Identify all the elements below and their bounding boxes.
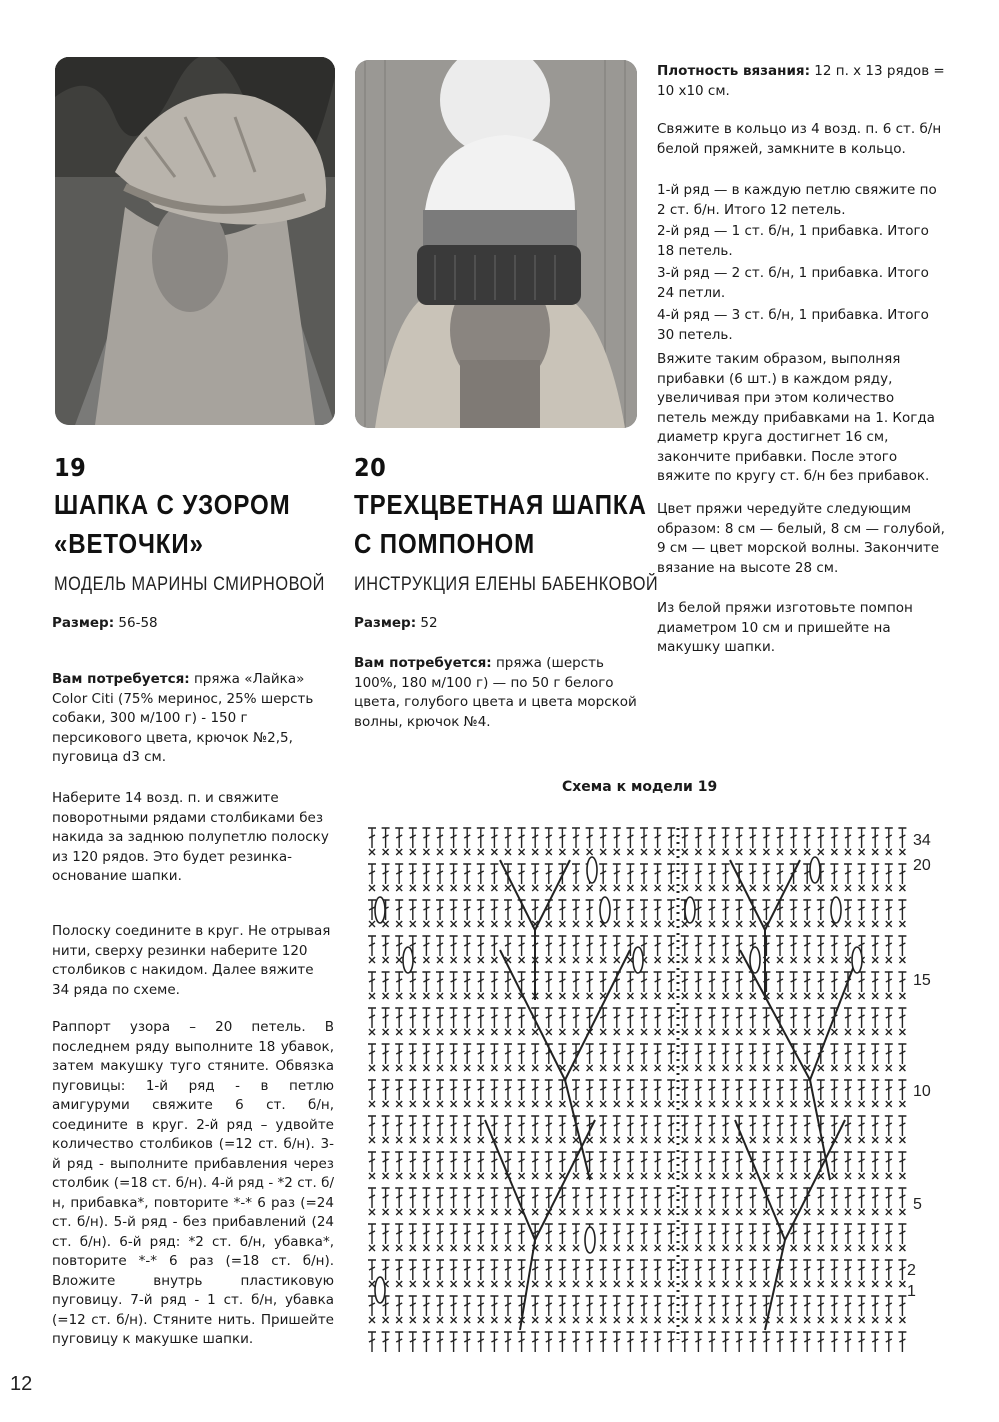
size-label: Размер:: [354, 615, 417, 631]
model-20-title-line1: ТРЕХЦВЕТНАЯ ШАПКА: [354, 489, 647, 520]
model-19-para-3: Раппорт узора – 20 петель. В последнем ряду выполните 18 убавок, затем макушку туго стяните. Обвязка пуговицы: 1-й ряд - в петлю амигуруми свяжите 6 ст. б/н, соедините в круг. 2-й ряд – удвойте количество столбиков (=12 ст. б/н). 3-й ряд - выполните прибавления через столбик (=18 ст. б/н). 4-й ряд - *2 ст. б/н, прибавка*, повторите *-* 6 раз (=24 ст. б/н). 5-й ряд - без прибавлений (24 ст. б/н). 6-й ряд: *2 ст. б/н, убавка*, повторите *-* 6 раз (=18 ст. б/н). Вложите внутрь пластиковую пуговицу. 7-й ряд - 1 ст. б/н, убавка (=12 ст. б/н). Стяните нить. Пришейте пуговицу к макушке шапки.: [52, 1019, 334, 1347]
chart-title: Схема к модели 19: [562, 779, 718, 795]
model-20-title-line2: С ПОМПОНОМ: [354, 528, 536, 559]
right-para-4: Из белой пряжи изготовьте помпон диаметром 10 см и пришейте на макушку шапки.: [657, 600, 913, 655]
size-label: Размер:: [52, 615, 115, 631]
model-20-size: [354, 614, 634, 634]
model-19-para-2: Полоску соедините в круг. Не отрывая нити, сверху резинки наберите 120 столбиков с накидом. Далее вяжите 34 ряда по схеме.: [52, 923, 331, 998]
row-label-10: 10: [913, 1083, 931, 1100]
row-label-1: 1: [907, 1283, 916, 1300]
model-19-para-1: Наберите 14 возд. п. и свяжите поворотными рядами столбиками без накида за заднюю полупетлю полоску из 120 рядов. Это будет резинка-основание шапки.: [52, 790, 329, 884]
model-20-materials: [354, 654, 638, 732]
model-19-materials: [52, 670, 334, 768]
row-label-2: 2: [907, 1262, 916, 1279]
page-number: 12: [10, 1373, 33, 1395]
materials-text: пряжа «Лайка» Color Citi (75% меринос, 25% шерсть собаки, 300 м/100 г) - 150 г персикового цвета, крючок №2,5, пуговица d3 см.: [52, 671, 314, 765]
density-text: 12 п. x 13 рядов = 10 x10 см.: [657, 63, 945, 99]
right-para-3: Цвет пряжи чередуйте следующим образом: 8 см — белый, 8 см — голубой, 9 см — цвет морской волны. Закончите вязание на высоте 28 см.: [657, 501, 945, 576]
model-19-author: МОДЕЛЬ МАРИНЫ СМИРНОВОЙ: [54, 574, 325, 595]
row-label-5: 5: [913, 1196, 922, 1213]
model-19-title-line2: «ВЕТОЧКИ»: [54, 528, 204, 559]
size-value: 52: [416, 615, 438, 631]
right-para-2: Вяжите таким образом, выполняя прибавки (6 шт.) в каждом ряду, увеличивая при этом количество петель между прибавками на 1. Когда диаметр круга достигнет 16 см, закончите прибавки. После этого вяжите по кругу ст. б/н без прибавок.: [657, 351, 935, 484]
model-19-title-line1: ШАПКА С УЗОРОМ: [54, 489, 291, 520]
row-label-34: 34: [913, 832, 931, 849]
density-label: Плотность вязания:: [657, 63, 810, 79]
materials-label: Вам потребуется:: [52, 671, 190, 687]
right-row-2: 2-й ряд — 1 ст. б/н, 1 прибавка. Итого 18 петель.: [657, 223, 929, 259]
crochet-chart: [360, 820, 960, 1360]
materials-label: Вам потребуется:: [354, 655, 492, 671]
model-19-number: 19: [54, 453, 87, 482]
row-label-20: 20: [913, 857, 931, 874]
right-row-3: 3-й ряд — 2 ст. б/н, 1 прибавка. Итого 24 петли.: [657, 265, 929, 301]
right-para-1: Свяжите в кольцо из 4 возд. п. 6 ст. б/н белой пряжей, замкните в кольцо.: [657, 121, 942, 157]
model-19-size: [52, 614, 332, 634]
density: [657, 62, 947, 101]
model-20-author: ИНСТРУКЦИЯ ЕЛЕНЫ БАБЕНКОВОЙ: [354, 574, 659, 595]
photo-model-19: [55, 57, 335, 425]
right-row-4: 4-й ряд — 3 ст. б/н, 1 прибавка. Итого 30 петель.: [657, 307, 929, 343]
row-label-15: 15: [913, 972, 931, 989]
model-20-number: 20: [354, 453, 387, 482]
size-value: 56-58: [114, 615, 158, 631]
photo-model-20: [355, 60, 637, 428]
materials-text: пряжа (шерсть 100%, 180 м/100 г) — по 50 г белого цвета, голубого цвета и цвета морской волны, крючок №4.: [354, 655, 637, 730]
right-row-1: 1-й ряд — в каждую петлю свяжите по 2 ст. б/н. Итого 12 петель.: [657, 182, 937, 218]
